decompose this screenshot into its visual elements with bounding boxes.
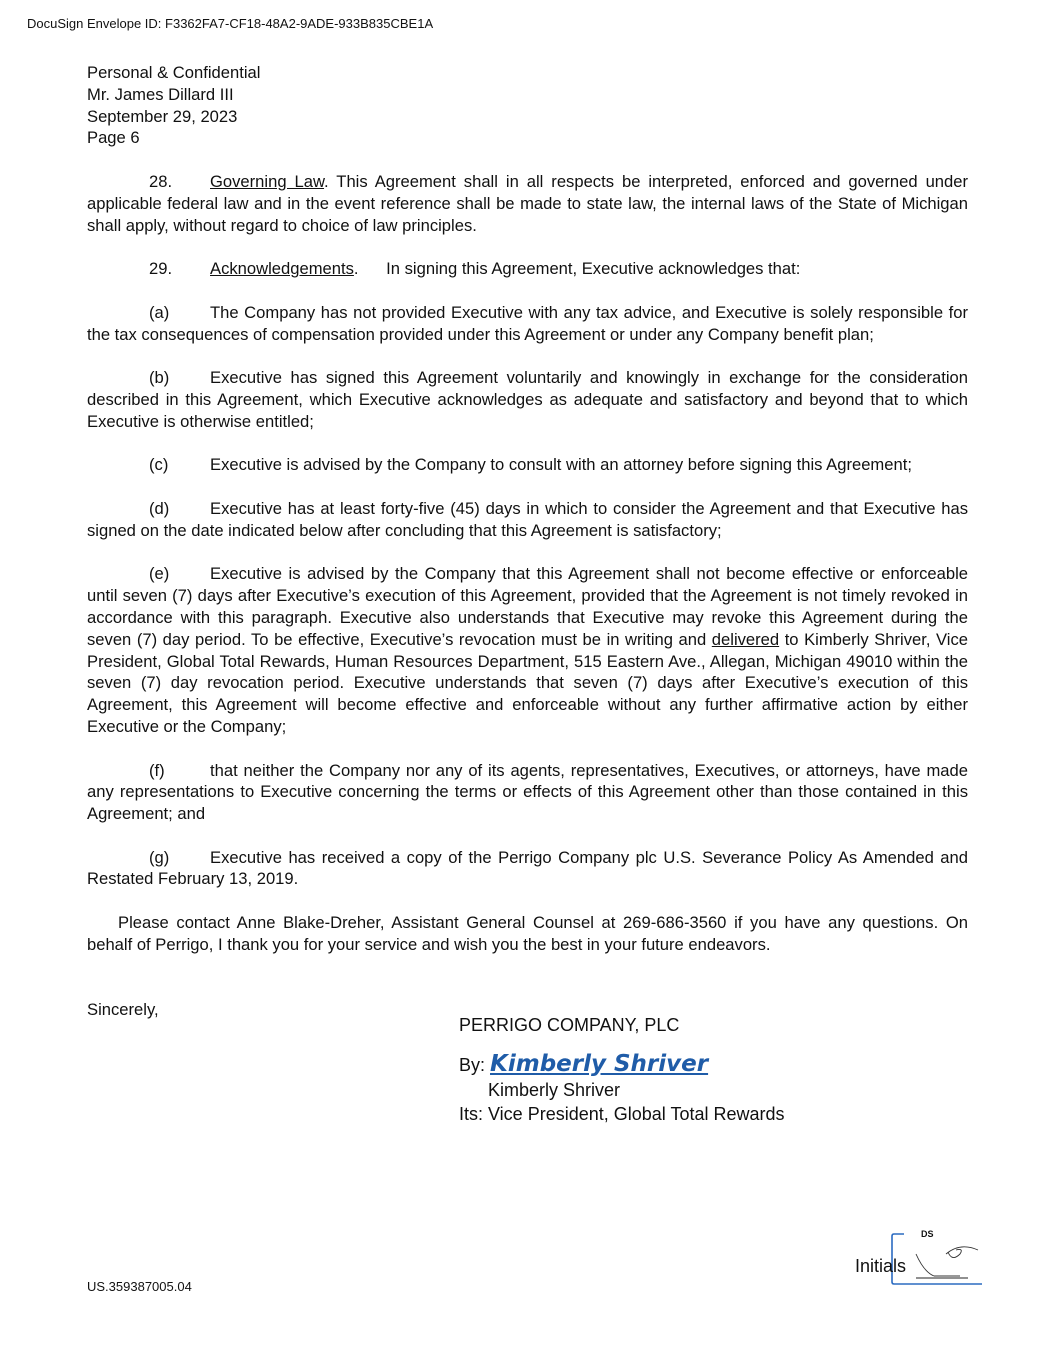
initials-label: Initials — [855, 1256, 907, 1276]
item-label: (a) — [149, 302, 170, 322]
item-text: Executive has signed this Agreement voluntarily and knowingly in exchange for the consideration described in this Agreement, which Executive acknowledges as adequate and satisfactory and beyond that to which Executive is otherwise entitled; — [87, 368, 968, 431]
item-b — [87, 367, 968, 432]
signer-title: Its: Vice President, Global Total Rewards — [459, 1104, 785, 1124]
page-number-line: Page 6 — [87, 128, 140, 148]
item-text: Executive is advised by the Company to consult with an attorney before signing this Agreement; — [210, 455, 912, 475]
item-text: Executive is advised by the Company that this Agreement shall not become effective or enforceable until seven (7) days after Executive’s execution of this Agreement, provided that the Agreement is not timely revoked in accordance with this paragraph. Executive also understands that Executive may revoke this Agreement during the seven (7) day period. To be effective, Executive’s revocation must be in writing and — [87, 564, 968, 649]
item-label: (b) — [149, 368, 170, 388]
confidential-line: Personal & Confidential — [87, 63, 261, 82]
item-text: Executive has received a copy of the Perrigo Company plc U.S. Severance Policy As Amended and Restated February 13, 2019. — [87, 847, 968, 889]
item-label: (f) — [149, 760, 165, 780]
section-28 — [87, 171, 968, 236]
item-f — [87, 760, 968, 825]
closing-paragraph: Please contact Anne Blake-Dreher, Assistant General Counsel at 269-686-3560 if you have any questions. On behalf of Perrigo, I thank you for your service and wish you the best in your future endeavors. — [87, 913, 968, 954]
section-29 — [87, 258, 968, 280]
section-title: Governing Law — [210, 171, 325, 191]
sincerely: Sincerely, — [87, 1000, 159, 1020]
item-g — [87, 847, 968, 891]
item-c — [87, 454, 968, 476]
item-label: (e) — [149, 564, 170, 584]
date-line: September 29, 2023 — [87, 106, 238, 126]
docusign-envelope-id: DocuSign Envelope ID: F3362FA7-CF18-48A2-9ADE-933B835CBE1A — [27, 16, 434, 31]
section-text: . This Agreement shall in all respects be interpreted, enforced and governed under applicable federal law and in the event reference shall be made to state law, the internal laws of the State of Michigan shall apply, without regard to choice of law principles. — [87, 171, 969, 235]
item-e — [87, 563, 968, 737]
document-id: US.359387005.04 — [87, 1279, 192, 1294]
signature-block — [459, 1013, 785, 1126]
item-text-underlined: delivered — [711, 629, 780, 649]
item-label: (d) — [149, 498, 170, 518]
item-d — [87, 498, 968, 542]
section-title: Acknowledgements — [210, 259, 354, 279]
ds-label: DS — [921, 1229, 934, 1239]
by-label: By: — [459, 1055, 486, 1075]
signature: Kimberly Shriver — [490, 1051, 709, 1077]
letter-body — [87, 62, 968, 1021]
item-text: to Kimberly Shriver, Vice President, Global Total Rewards, Human Resources Department, 515 Eastern Ave., Allegan, Michigan 49010 within the seven (7) day revocation period. Executive understands that seven (7) days after Executive’s execution of this Agreement, this Agreement will become effective and enforceable without any further affirmative action by either Executive or the Company; — [87, 629, 968, 736]
item-label: (c) — [149, 455, 169, 475]
section-number: 28. — [149, 171, 173, 191]
item-label: (g) — [149, 847, 170, 867]
letter-header — [87, 62, 968, 149]
item-a — [87, 302, 968, 346]
item-text: The Company has not provided Executive with any tax advice, and Executive is solely responsible for the tax consequences of compensation provided under this Agreement or under any Company benefit plan; — [87, 302, 968, 344]
signature-line — [459, 1052, 785, 1077]
company-name: PERRIGO COMPANY, PLC — [459, 1015, 680, 1035]
item-text: Executive has at least forty-five (45) days in which to consider the Agreement and that Executive has signed on the date indicated below after concluding that this Agreement is satisfactory; — [87, 498, 968, 540]
section-number: 29. — [149, 259, 173, 279]
section-text: . In signing this Agreement, Executive acknowledges that: — [353, 259, 801, 279]
printed-name: Kimberly Shriver — [488, 1080, 621, 1100]
recipient-line: Mr. James Dillard III — [87, 84, 234, 104]
item-text: that neither the Company nor any of its agents, representatives, Executives, or attorneys, have made any representations to Executive concerning the terms or effects of this Agreement other than those contained in this Agreement; and — [87, 760, 968, 824]
